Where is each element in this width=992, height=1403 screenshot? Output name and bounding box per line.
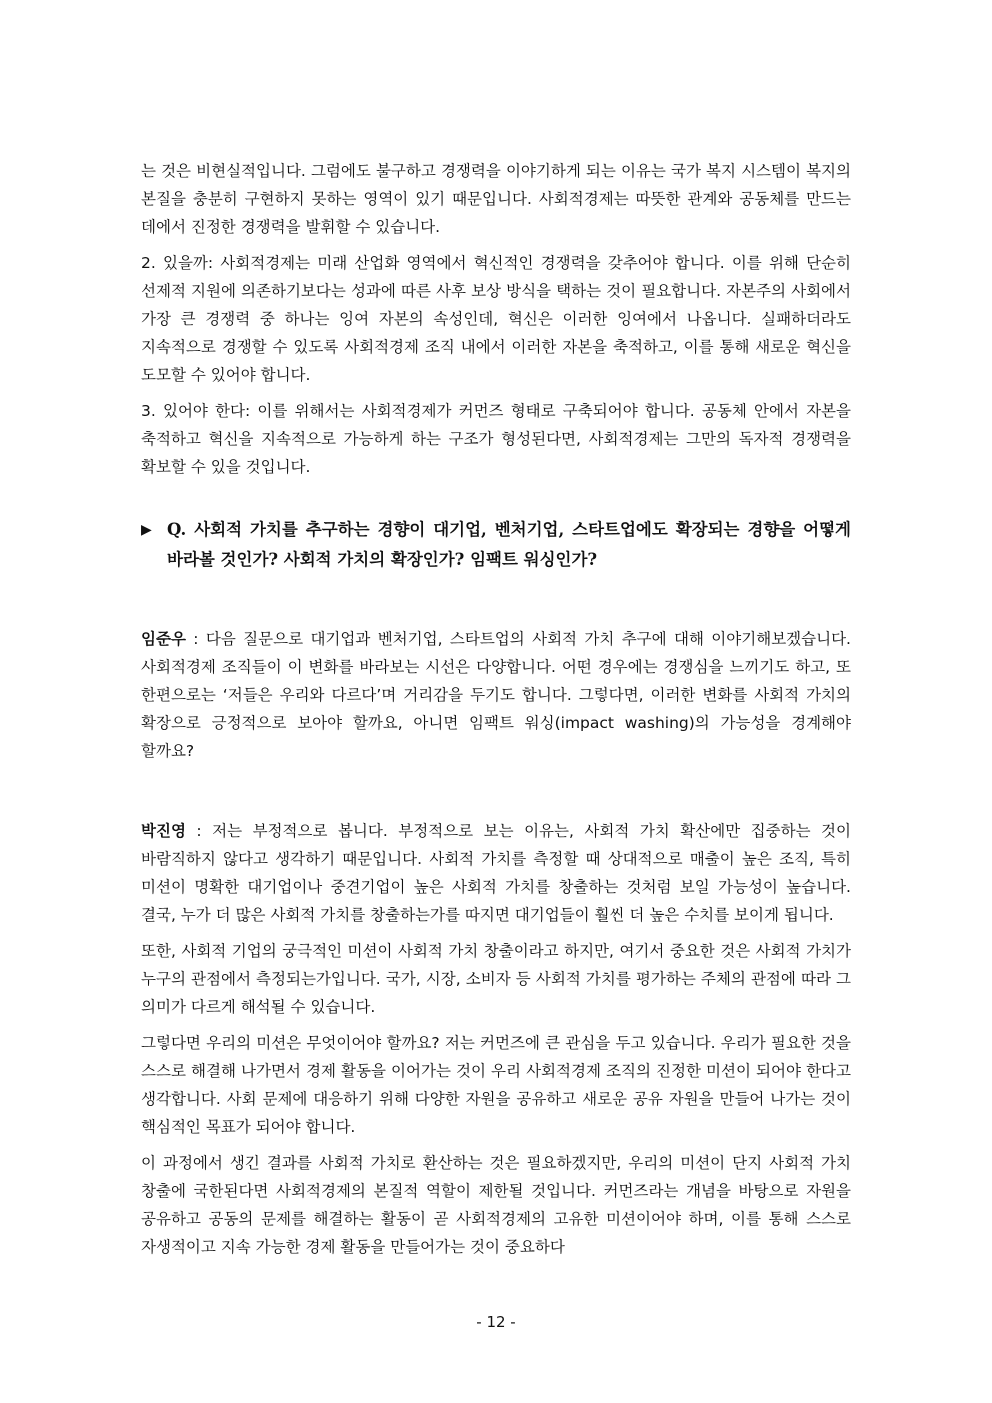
intro-paragraph-1: 는 것은 비현실적입니다. 그럼에도 불구하고 경쟁력을 이야기하게 되는 이유는 국가 복지 시스템이 복지의 본질을 충분히 구현하지 못하는 영역이 있기 때문입니다. 사회적경제는 따뜻한 관계와 공동체를 만드는 데에서 진정한 경쟁력을 발휘할 수 있습니다.: [141, 162, 851, 236]
speaker-1-separator: :: [185, 630, 206, 648]
document-body: [141, 157, 851, 1269]
triangle-bullet-icon: ▶: [141, 522, 152, 538]
speaker-1-paragraph: [141, 625, 851, 765]
speaker-1-text: 다음 질문으로 대기업과 벤처기업, 스타트업의 사회적 가치 추구에 대해 이야기해보겠습니다. 사회적경제 조직들이 이 변화를 바라보는 시선은 다양합니다. 어떤 경우에는 경쟁심을 느끼기도 하고, 또 한편으로는 ‘저들은 우리와 다르다’며 거리감을 두기도 합니다. 그렇다면, 이러한 변화를 사회적 가치의 확장으로 긍정적으로 보아야 할까요, 아니면 임팩트 워싱(impact washing)의 가능성을 경계해야 할까요?: [141, 630, 851, 760]
intro-paragraph-2: 2. 있을까: 사회적경제는 미래 산업화 영역에서 혁신적인 경쟁력을 갖추어야 합니다. 이를 위해 단순히 선제적 지원에 의존하기보다는 성과에 따른 사후 보상 방식을 택하는 것이 필요합니다. 자본주의 사회에서 가장 큰 경쟁력 중 하나는 잉여 자본의 속성인데, 혁신은 이러한 잉여에서 나옵니다. 실패하더라도 지속적으로 경쟁할 수 있도록 사회적경제 조직 내에서 이러한 자본을 축적하고, 이를 통해 새로운 혁신을 도모할 수 있어야 합니다.: [141, 254, 851, 384]
speaker-2-paragraph-3: 그렇다면 우리의 미션은 무엇이어야 할까요? 저는 커먼즈에 큰 관심을 두고 있습니다. 우리가 필요한 것을 스스로 해결해 나가면서 경제 활동을 이어가는 것이 우리 사회적경제 조직의 진정한 미션이 되어야 한다고 생각합니다. 사회 문제에 대응하기 위해 다양한 자원을 공유하고 새로운 공유 자원을 만들어 나가는 것이 핵심적인 목표가 되어야 합니다.: [141, 1034, 851, 1136]
speaker-2-paragraph-4: 이 과정에서 생긴 결과를 사회적 가치로 환산하는 것은 필요하겠지만, 우리의 미션이 단지 사회적 가치 창출에 국한된다면 사회적경제의 본질적 역할이 제한될 것입니다. 커먼즈라는 개념을 바탕으로 자원을 공유하고 공동의 문제를 해결하는 활동이 곧 사회적경제의 고유한 미션이어야 하며, 이를 통해 스스로 자생적이고 지속 가능한 경제 활동을 만들어가는 것이 중요하다: [141, 1154, 851, 1256]
page-number: - 12 -: [476, 1313, 516, 1331]
speaker-2-text: 저는 부정적으로 봅니다. 부정적으로 보는 이유는, 사회적 가치 확산에만 집중하는 것이 바람직하지 않다고 생각하기 때문입니다. 사회적 가치를 측정할 때 상대적으로 매출이 높은 조직, 특히 미션이 명확한 대기업이나 중견기업이 높은 사회적 가치를 창출하는 것처럼 보일 가능성이 높습니다. 결국, 누가 더 많은 사회적 가치를 창출하는가를 따지면 대기업들이 훨씬 더 높은 수치를 보이게 됩니다.: [141, 822, 851, 924]
intro-paragraph-3: 3. 있어야 한다: 이를 위해서는 사회적경제가 커먼즈 형태로 구축되어야 합니다. 공동체 안에서 자본을 축적하고 혁신을 지속적으로 가능하게 하는 구조가 형성된다면, 사회적경제는 그만의 독자적 경쟁력을 확보할 수 있을 것입니다.: [141, 402, 851, 476]
speaker-block-2: [141, 817, 851, 1261]
question-heading: [141, 515, 851, 575]
speaker-1-name: 임준우: [141, 630, 186, 648]
speaker-2-separator: :: [185, 822, 213, 840]
question-text: Q. 사회적 가치를 추구하는 경향이 대기업, 벤처기업, 스타트업에도 확장되는 경향을 어떻게 바라볼 것인가? 사회적 가치의 확장인가? 임팩트 워싱인가?: [167, 520, 851, 569]
speaker-2-paragraph-2: 또한, 사회적 기업의 궁극적인 미션이 사회적 가치 창출이라고 하지만, 여기서 중요한 것은 사회적 가치가 누구의 관점에서 측정되는가입니다. 국가, 시장, 소비자 등 사회적 가치를 평가하는 주체의 관점에 따라 그 의미가 다르게 해석될 수 있습니다.: [141, 942, 851, 1016]
speaker-2-paragraph: [141, 817, 851, 929]
speaker-2-name: 박진영: [141, 822, 186, 840]
speaker-block-1: [141, 625, 851, 765]
